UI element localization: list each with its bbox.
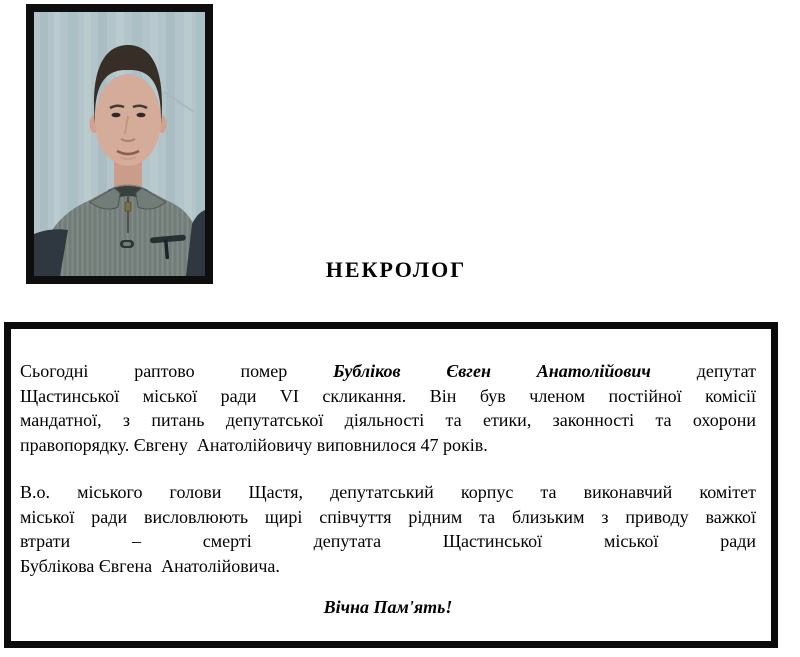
obituary-line: Щастинської міської ради VI скликання. Він був членом постійної комісії	[20, 385, 756, 406]
line-text: депутат	[696, 361, 757, 381]
zipper-pull	[125, 202, 131, 211]
eye-right	[137, 113, 146, 118]
obituary-line: втрати – смерті депутата Щастинської міської ради	[20, 531, 756, 551]
page-title: НЕКРОЛОГ	[325, 257, 467, 282]
obituary-paragraph-1	[20, 359, 756, 457]
deceased-name: Бубліков Євген Анатолійович	[333, 361, 651, 381]
button-toggle-inner	[123, 242, 131, 246]
obituary-line: міської ради висловлюють щирі співчуття рідним та близьким з приводу важкої	[20, 506, 756, 527]
obituary-line: В.о. міського голови Щастя, депутатський корпус та виконавчий комітет	[20, 482, 756, 502]
memorial-line: Вічна Пам'ять!	[323, 597, 453, 617]
obituary-line: мандатної, з питань депутатської діяльності та етики, законності та охорони	[20, 410, 756, 430]
portrait-photo	[34, 12, 205, 276]
obituary-paragraph-2	[20, 480, 756, 578]
eye-left	[112, 113, 121, 118]
obituary-line	[20, 359, 756, 384]
obituary-line: Бублікова Євгена Анатолійовича.	[20, 555, 280, 576]
line-text: Сьогодні раптово помер	[20, 361, 288, 381]
obituary-line: правопорядку. Євгену Анатолійовичу виповнилося 47 років.	[20, 434, 488, 455]
portrait-photo-frame	[26, 4, 213, 284]
obituary-box	[4, 322, 778, 648]
